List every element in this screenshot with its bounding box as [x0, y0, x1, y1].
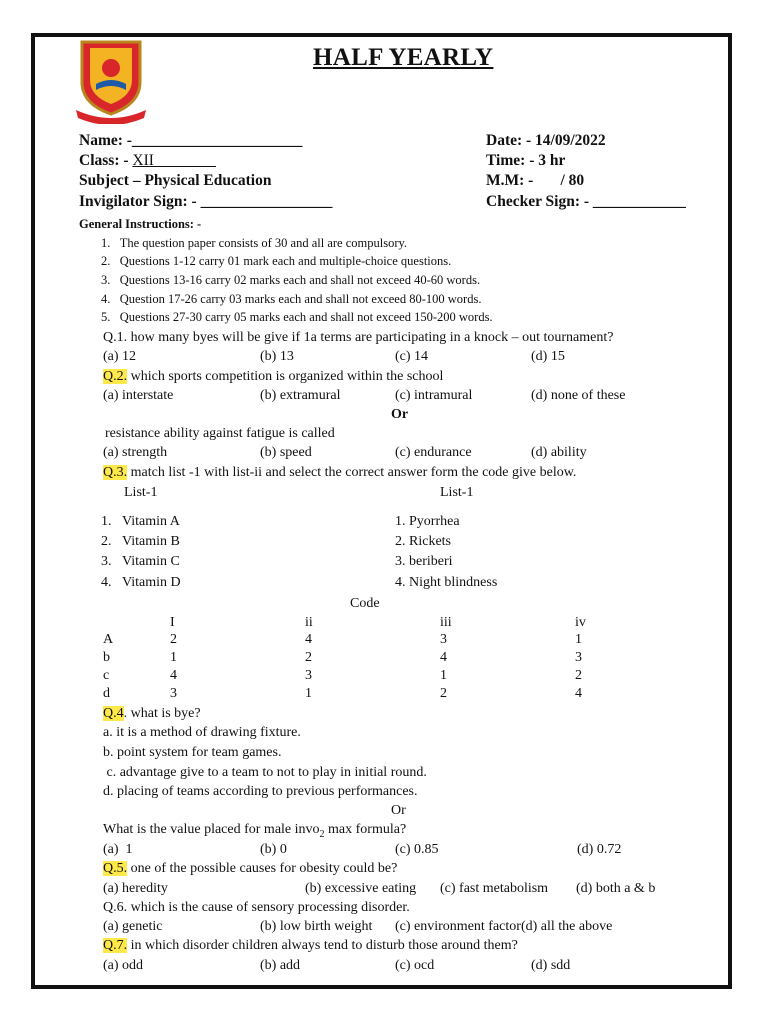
list2-item: 1. Pyorrhea: [395, 514, 460, 529]
code-column-header: I: [170, 615, 175, 630]
q5-option-d: (d) both a & b: [576, 881, 656, 896]
code-cell: 4: [170, 668, 177, 683]
q3-number: Q.3.: [103, 465, 128, 480]
question-4: Q.4. what is bye?: [103, 706, 201, 721]
instruction-item: 3. Questions 13-16 carry 02 marks each and shall not exceed 40-60 words.: [101, 273, 481, 287]
q7-option-c: (c) ocd: [395, 958, 435, 973]
code-cell: 1: [440, 668, 447, 683]
q6-option-c: (c) environment factor(d) all the above: [395, 919, 613, 934]
invigilator-sign-field: Invigilator Sign: - _________________: [79, 193, 333, 210]
q1-option-a: (a) 12: [103, 349, 137, 364]
q2-alt-option-c: (c) endurance: [395, 445, 472, 460]
question-2: Q.2. which sports competition is organized within the school: [103, 369, 444, 384]
q2-option-d: (d) none of these: [531, 388, 626, 403]
or-divider: Or: [391, 803, 406, 818]
q4-number: Q.4: [103, 706, 124, 721]
question-5: Q.5. one of the possible causes for obesity could be?: [103, 861, 398, 876]
code-cell: 2: [575, 668, 582, 683]
q2-number: Q.2.: [103, 369, 128, 384]
code-row-label: c: [103, 668, 110, 683]
instruction-item: 2. Questions 1-12 carry 01 mark each and multiple-choice questions.: [101, 254, 452, 268]
code-cell: 4: [440, 650, 447, 665]
school-crest-icon: [74, 38, 148, 124]
q2-alt-option-a: (a) strength: [103, 445, 168, 460]
max-marks-field: M.M: - / 80: [486, 172, 585, 189]
or-divider: Or: [391, 407, 409, 422]
q4-alt-option-d: (d) 0.72: [577, 842, 622, 857]
question-6: Q.6. which is the cause of sensory processing disorder.: [103, 900, 410, 915]
code-cell: 4: [575, 686, 582, 701]
code-column-header: ii: [305, 615, 313, 630]
checker-sign-field: Checker Sign: - ____________: [486, 193, 686, 210]
code-column-header: iv: [575, 615, 586, 630]
q5-option-b: (b) excessive eating: [305, 881, 417, 896]
q5-option-a: (a) heredity: [103, 881, 168, 896]
name-field: Name: -______________________: [79, 132, 303, 149]
q5-option-c: (c) fast metabolism: [440, 881, 549, 896]
q4-option-a: a. it is a method of drawing fixture.: [103, 725, 301, 740]
subject-field: Subject – Physical Education: [79, 172, 272, 189]
q6-option-a: (a) genetic: [103, 919, 163, 934]
q7-option-a: (a) odd: [103, 958, 144, 973]
code-cell: 3: [305, 668, 312, 683]
list2-item: 4. Night blindness: [395, 575, 498, 590]
q5-number: Q.5.: [103, 861, 128, 876]
q4-option-c: c. advantage give to a team to not to play in initial round.: [103, 765, 427, 780]
q7-number: Q.7.: [103, 938, 128, 953]
instruction-item: 1. The question paper consists of 30 and all are compulsory.: [101, 236, 408, 250]
q1-option-c: (c) 14: [395, 349, 429, 364]
code-cell: 2: [440, 686, 447, 701]
code-heading: Code: [350, 596, 380, 611]
question-1: Q.1. how many byes will be give if 1a terms are participating in a knock – out tournament?: [103, 330, 614, 345]
q4-option-b: b. point system for team games.: [103, 745, 282, 760]
list1-item: 1. Vitamin A: [101, 514, 180, 529]
q2-alt-option-d: (d) ability: [531, 445, 587, 460]
q2-option-c: (c) intramural: [395, 388, 473, 403]
q1-option-d: (d) 15: [531, 349, 565, 364]
class-label: Class: -: [79, 152, 133, 169]
code-row-label: A: [103, 632, 114, 647]
list1-item: 4. Vitamin D: [101, 575, 181, 590]
q7-option-b: (b) add: [260, 958, 301, 973]
code-cell: 1: [575, 632, 582, 647]
code-cell: 2: [170, 632, 177, 647]
exam-title: HALF YEARLY: [313, 44, 494, 71]
code-cell: 2: [305, 650, 312, 665]
time-field: Time: - 3 hr: [486, 152, 566, 169]
instruction-item: 5. Questions 27-30 carry 05 marks each and shall not exceed 150-200 words.: [101, 310, 493, 324]
q4-alt-option-a: (a) 1: [103, 842, 133, 857]
code-cell: 3: [575, 650, 582, 665]
instruction-item: 4. Question 17-26 carry 03 marks each and shall not exceed 80-100 words.: [101, 292, 482, 306]
question-3: Q.3. match list -1 with list-ii and select the correct answer form the code give below.: [103, 465, 577, 480]
question-2-alt: resistance ability against fatigue is called: [105, 426, 335, 441]
list1-item: 3. Vitamin C: [101, 554, 180, 569]
class-field: [79, 152, 216, 170]
list1-item: 2. Vitamin B: [101, 534, 180, 549]
code-cell: 3: [440, 632, 447, 647]
code-row-label: d: [103, 686, 110, 701]
q2-option-a: (a) interstate: [103, 388, 174, 403]
question-4-alt: What is the value placed for male invo$_2$ max formula?: [103, 822, 407, 840]
q7-option-d: (d) sdd: [531, 958, 571, 973]
code-cell: 1: [170, 650, 177, 665]
list2-item: 3. beriberi: [395, 554, 453, 569]
q6-option-b: (b) low birth weight: [260, 919, 373, 934]
q1-option-b: (b) 13: [260, 349, 294, 364]
question-7: Q.7. in which disorder children always tend to disturb those around them?: [103, 938, 518, 953]
code-column-header: iii: [440, 615, 452, 630]
code-cell: 3: [170, 686, 177, 701]
code-cell: 1: [305, 686, 312, 701]
list1-heading: List-1: [124, 485, 158, 500]
q4-option-d: d. placing of teams according to previous performances.: [103, 784, 418, 799]
q4-alt-option-c: (c) 0.85: [395, 842, 439, 857]
q2-option-b: (b) extramural: [260, 388, 341, 403]
q2-alt-option-b: (b) speed: [260, 445, 312, 460]
instructions-heading: General Instructions: -: [79, 217, 202, 231]
class-value: XII________: [132, 152, 216, 169]
code-row-label: b: [103, 650, 110, 665]
date-field: Date: - 14/09/2022: [486, 132, 606, 149]
q4-alt-option-b: (b) 0: [260, 842, 287, 857]
list2-item: 2. Rickets: [395, 534, 451, 549]
list2-heading: List-1: [440, 485, 474, 500]
code-cell: 4: [305, 632, 312, 647]
